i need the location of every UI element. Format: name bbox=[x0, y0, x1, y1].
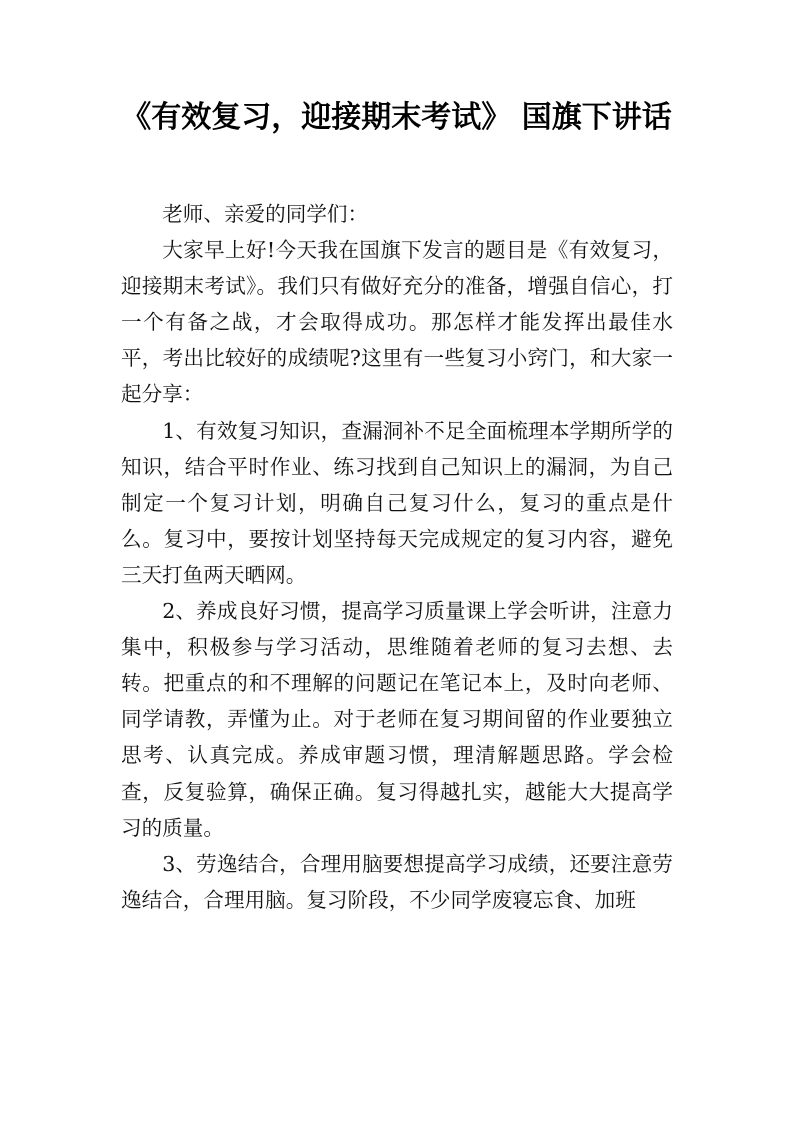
paragraph-intro: 大家早上好!今天我在国旗下发言的题目是《有效复习，迎接期末考试》。我们只有做好充分的准备，增强自信心，打一个有备之战，才会取得成功。那怎样才能发挥出最佳水平，考出比较好的成绩呢?这里有一些复习小窍门，和大家一起分享： bbox=[121, 238, 673, 407]
paragraph-point-1: 1、有效复习知识，查漏洞补不足全面梳理本学期所学的知识，结合平时作业、练习找到自己知识上的漏洞，为自己制定一个复习计划，明确自己复习什么，复习的重点是什么。复习中，要按计划坚持每天完成规定的复习内容，避免三天打鱼两天晒网。 bbox=[121, 418, 673, 587]
document-body bbox=[121, 196, 673, 918]
paragraph-point-2: 2、养成良好习惯，提高学习质量课上学会听讲，注意力集中，积极参与学习活动，思维随着老师的复习去想、去转。把重点的和不理解的问题记在笔记本上，及时向老师、同学请教，弄懂为止。对于老师在复习期间留的作业要独立思考、认真完成。养成审题习惯，理清解题思路。学会检查，反复验算，确保正确。复习得越扎实，越能大大提高学习的质量。 bbox=[121, 599, 673, 840]
paragraph-point-3: 3、劳逸结合，合理用脑要想提高学习成绩，还要注意劳逸结合，合理用脑。复习阶段，不少同学废寝忘食、加班 bbox=[121, 851, 673, 912]
document-title: 《有效复习，迎接期末考试》 国旗下讲话 bbox=[121, 100, 672, 135]
paragraph-greeting: 老师、亲爱的同学们： bbox=[162, 202, 369, 226]
